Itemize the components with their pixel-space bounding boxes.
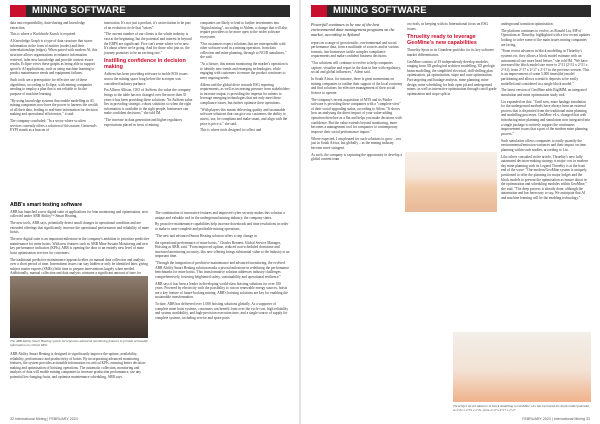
paragraph: "The new and advanced Smart Heating solution offers a step change in bbox=[155, 233, 257, 238]
paragraph: The company concluded: "In a sector where so often services currently offers a solution of this nature, Geotrend's EYPI stands as a beacon of bbox=[10, 119, 97, 133]
pull-quote: Powerfull continues to be one of the best environmental data management programs on the market, according to Ayiland bbox=[311, 22, 395, 38]
paragraph: By proactive maintenance capabilities help increase downloads and time resolutions in order to make to near-complete and profitable mining operations. bbox=[155, 222, 289, 231]
paragraph: ABB has launched a new digital suite of applications for lean monitoring and optimisation, now collected under ABB Ability™ Smart Heating. bbox=[10, 209, 149, 219]
paragraph: the operational performance of mine hoists," Charles Bennett, Global Service Manager, Hoisting at ABB, said. "From improved uptime, reduced non-scheduled downtime and increased monitoring accuracy, this new offering brings substantial value to the industry at an important time. bbox=[155, 240, 290, 259]
paragraph: The company's recent acquisition of MTS and its Finder software is providing these companies with a "complete view" of their social upgrading status, according to Atlem. "It shows how an analysing the direct impact of your value-adding operation therefore as a flat and helps you make decisions with confidence. But the value extends beyond monitoring, more becomes a management tool for companies to contemporary improve their social performance impact." bbox=[311, 97, 402, 134]
paragraph: "Our solutions will continue to evolve to help companies capture, visualise and report in the data in line with regulatory, social and global influences," Atlem said. bbox=[311, 61, 401, 75]
paragraph: This is where a Worldwide Knock is required. bbox=[10, 32, 77, 37]
paragraph: data into responsibility, data-sharing and knowledge extraction. bbox=[10, 21, 86, 30]
paragraph: "By using knowledge systems that enable modelling in AI, mining companies now have the power to harness the wealth of all their data, leading to real-time information for decision making and operational efficiencies," it said. bbox=[10, 98, 98, 117]
paragraph: Liu expanded on this: "Until now, mine haulage simulation for the underground methods have always been an external process that is disjointed from the traditional mine planning and modelling processes. GeoMine v4.x, changed that with introducing mine planning and simulation now integrated into a single package to natively support the continuous improvement issues that a part of the modern mine planning process." bbox=[501, 99, 591, 136]
paragraph: Ahlem said the global drive towards ESG reporting requirements, as well as increasing pressure from stakeholders to increase output, is providing the impetus for miners to leverage emerging technologies that not only meet these compliance issues, but further optimise their operations. bbox=[200, 82, 290, 106]
paragraph: The new tools, ABB says, potentially detect small changes in operational condition and are extended offerings that significantly increase the operational performance and reliability of mine hoists. bbox=[10, 220, 149, 235]
article-column bbox=[200, 21, 290, 135]
header-accent bbox=[10, 5, 26, 17]
paragraph: on rivals, in keeping with its International focus on ESG issues. bbox=[407, 22, 489, 31]
article-column bbox=[311, 22, 403, 164]
paragraph: Such tools are a prerequisite for effective use of these algorithms, according to Eclipse, with mining companies needing to employ a plan that is not reliable to fix the purpose of machine learning. bbox=[10, 78, 93, 96]
paragraph: "The current number of our clients is the whole industry is vast at the beginning, but the potential and interest in beyond the EBPS are significant. Five can't sense where we're new. It's about where we're going. And for those who join us, the journey promises to be an exciting one." bbox=[104, 32, 192, 55]
box-heading: ABB's smart testing software bbox=[10, 202, 83, 208]
paragraph: GeoMine consists of 19 independently develop modules, ranging from 3D geological architect modelling, 3D geologic beam modelling, the simplified electrical, drill-drilling plan optimisation, pit optimisation, stope and cone optimisation, Part targeting and haulage analysis, mine planning, mine design, mine scheduling for both open pit and underground mines, as well as interactive optimisation through cutoff grade optimisation and stope split in bbox=[407, 59, 497, 96]
paragraph: Thruelity Spots in its Grandeur portfolio for its key software market differentiators. bbox=[407, 48, 494, 57]
right-page bbox=[301, 0, 600, 424]
section-header-bar bbox=[10, 5, 290, 17]
paragraph: The platform continues to evolve, as Ronald Liu, MP of Operations at Thruelity, highlighted with a few recent updates looking to solve some of the main issues mining companies are facing. bbox=[501, 28, 591, 47]
subheading: Thruelity ready to leverage GeoMine's new capabilities bbox=[407, 34, 477, 47]
article-column bbox=[10, 352, 148, 382]
paragraph: The combination of innovative features and improved cyber security makes this solution a unique and valuable tool in the underground mining industry, the company states. bbox=[155, 211, 285, 220]
block-model-render-photo bbox=[405, 152, 497, 212]
subheading: Instilling confidence in decision making bbox=[104, 58, 186, 71]
article-column bbox=[104, 21, 194, 129]
section-title: MINING SOFTWARE bbox=[32, 5, 126, 16]
paragraph: ABB says it has been a leader in developing world-class hoisting solutions for over 100 years. Powered by electricity with the possibility to run on renewable energy sources, hoists are a key feature of future-looking mining. ABB's hoisting solutions are key for enabling the sustainable transformation. bbox=[155, 281, 288, 300]
paragraph: "The increase in data generation and higher regulatory expectations placed in front of mining bbox=[104, 118, 183, 127]
page-footer: FEBRUARY 2024 | International Mining 33 bbox=[522, 417, 590, 421]
paragraph: Where expected, I am pleased for such solutions to grow – not just in South Africa, but globally – as the mining industry become more stringent. bbox=[311, 136, 401, 150]
paragraph: This is where tools designed to collect and bbox=[200, 128, 262, 133]
article-column bbox=[10, 21, 98, 135]
paragraph: The latest version of GeoMine adds BigIMM, an integrated simulation and mine optimisation study tool. bbox=[501, 88, 587, 97]
left-page bbox=[0, 0, 299, 424]
photo-caption: The ABB Ability Smart Heating system incorporates advanced monitoring features to provide actionable information on critical KPIs bbox=[10, 339, 148, 348]
header-accent bbox=[311, 5, 327, 17]
hoist-control-room-photo bbox=[10, 276, 148, 338]
paragraph: underground transition optimisation. bbox=[501, 22, 554, 26]
article-column bbox=[407, 22, 497, 99]
paragraph: "Our customers expect solutions that are interoperable with other software used in a mining operation, from data collection and mine planning, through to NCID simulators," she said. bbox=[200, 41, 287, 60]
paragraph: "From recent advances in block modelling in Thruelity's systems etc, they allows a block model estimate with an astronomical size more head before," she told IM. "We have increased the block model size more to 2^31 (2^31 x 2^31 x 2^31), from 2^17 x 2^17 x 2^17 in the previous version. This is an improvement of some 5,000 times(the) model partitioning and allows scientific deposits to be easily modelled and considered in a single block model." bbox=[501, 49, 590, 86]
paragraph: Pat Allison Allison, CEO of AuSiem, the value the company brings to the table has not changed over the more than 35 years it has been providing these solutions: "In AuSiem value lies in providing strategic, robust solutions so when the right information is available to the right people, businesses can make confident decisions," she told IM. bbox=[104, 88, 193, 116]
paragraph: report on a range of geoscientific, environmental and social performance data, from a multitude of sources and in various formats, into businesses tackle complex compliance requirements and make confident business decisions. bbox=[311, 40, 399, 59]
page-footer: 32 International Mining | FEBRUARY 2024 bbox=[10, 417, 78, 421]
paragraph: "Through the integration of predictive maintenance and advanced monitoring, the evolved ABB Ability Smart Heating solution marks a pivotal milestone in redefining the performance benchmarks for mine hoists. This transformative solution addresses industry challenges comprehensively, fostering heightened safety, sustainability and operational resilience." bbox=[155, 261, 290, 279]
paragraph: "With players this means delivering quality and sustainable software solutions that can give our customers the ability to assess, use, be compliant and make smart, and align with the price is price it," she said. bbox=[200, 107, 288, 126]
paragraph: AuSiem has been providing software to tackle EOS issues across the mining space long before the acronym was considered industry parlance. bbox=[104, 72, 188, 86]
paragraph: Such simulation allows companies to easily quantify the environmental/emission variances and their impact on time planning within such studies, according to Liu. bbox=[501, 138, 587, 152]
paragraph: Like others consulted in the article, Thruelity's new fully automated decision-making strategy is major cost in modern day mine planning with its Legend Thruelity is at the front end of the wave. "Our modern/GeoMine system is uniquely positioned to offer the planning for major lodges and the block models to prevent the optimisation as ensure about in the optimisation and scheduling modules within GeoMine," she said. "The deep process is already done, although the automation and has been easy to say. We anticipate that AI and machine learning will be the enabling technology." bbox=[501, 154, 588, 200]
article-column bbox=[501, 22, 591, 203]
paragraph: As such, the company is capturing the opportunity to develop a global content team bbox=[311, 152, 402, 162]
paragraph: In South Africa, for instance, there is great momentum on mining companies to outline their support of the local economy and find solutions for effective management of their social licence to operate. bbox=[311, 77, 403, 95]
paragraph: The new digital suite is an important milestone in the company's ambition to prioritise predictive maintenance for mine hoists. With new features such as ABB Mine Sustain Monitoring and new key performance indicators (KPIs), ABB is opening the door to an entirely new level of mine hoist optimisation services for customers. bbox=[10, 236, 150, 255]
block-model-render-photo-2 bbox=[453, 332, 591, 402]
article-column bbox=[155, 211, 290, 323]
paragraph: innovation. It's not just a product, it's an invitation to be part of an evolution circle that "seizes". bbox=[104, 21, 191, 30]
paragraph: "At a fixture, this means monitoring the market's operation is to identify new trends and emerging technologies, while engaging with customers to ensure the product continues to meet ongoing needs. bbox=[200, 62, 288, 80]
photo-caption: Thruelity's recent advance in block modelling in GeoMine v4.x has increased the block model potential to 2^31 x 2^31 x 2^31, from 2^17 x 2^17 x 2^17 bbox=[453, 404, 590, 413]
section-title: MINING SOFTWARE bbox=[333, 5, 427, 16]
paragraph: companies are likely to lead to further investments into "digital mining", according to Ahlem, a change that will also require providers to be more open to the wider software ecosystem. bbox=[200, 21, 288, 39]
section-header-bar bbox=[311, 5, 591, 17]
sidebar-box bbox=[10, 203, 150, 283]
paragraph: ABB Ability Smart Heating is designed to significantly improve the uptime, availability, reliability, performance and productivity of hoists. By incorporating advanced monitoring features, the system provides actionable information on critical KPIs, ensuring better decision-making and optimisation of hoisting operations. The automatic collection, monitoring and analysis of data will enable mining companies to increase production performance, use any potential low-hanging fruits, and optimise maintenance scheduling, ABB says. bbox=[10, 352, 147, 379]
paragraph: The traditional predictive maintenance approach relies on manual data collection and analysis over a short period of time. Intermittent issues can stay hidden or only be identified later, giving subject matter experts (SMEs) little time to prepare interventions largely when needed. Additionally, manual collection and data analysis consume a significant amount of time for bbox=[10, 257, 148, 276]
paragraph: To date, ABB has delivered over 1,000 hoisting solutions globally. As a supporter of complete mine hoist systems, customers can benefit from over the cycle cost, high reliability and system availability, and high-precision execution time, and a single source of supply for complete systems, including service and spare parts. bbox=[155, 302, 289, 320]
paragraph: A Knowledge Graph is a type of data structure that stores information in the form of entities (nodes) and their interrelationships (edges). When paired with modern AI, this structure allows organisations to enhance information retrieval, infer new knowledge and provide context-aware results. Eclipse views these graphs as being able to support specific AI applications, such as using machine learning to predict maintenance needs and equipment failures. bbox=[10, 39, 98, 76]
